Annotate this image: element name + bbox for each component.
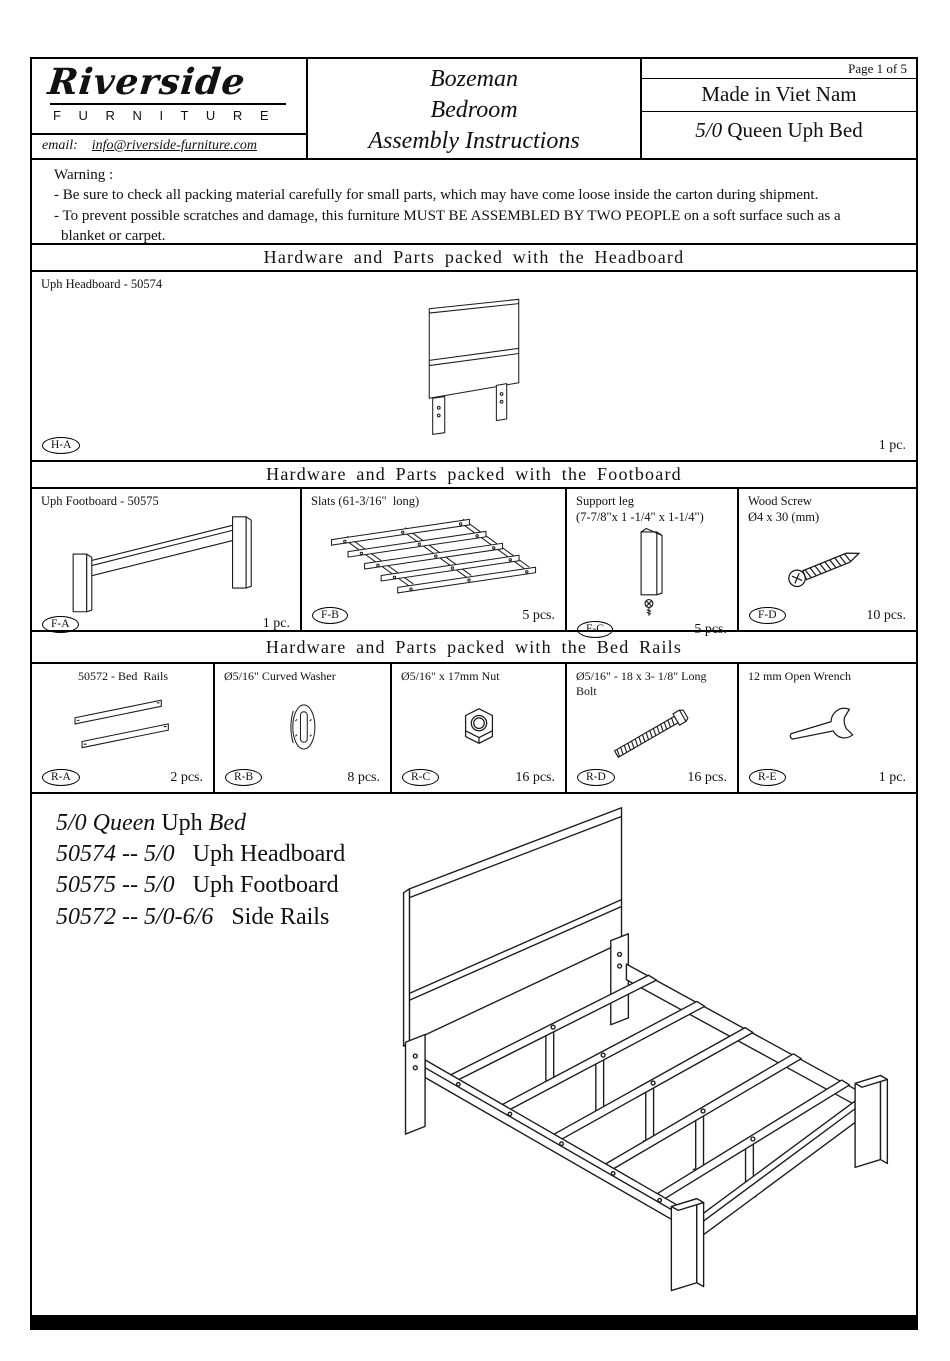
- summary-line: 50572 -- 5/0-6/6 Side Rails: [56, 903, 330, 930]
- part-label: Ø5/16" - 18 x 3- 1/8" Long Bolt: [576, 669, 710, 698]
- title-line-1: Bozeman: [430, 66, 518, 92]
- warning-line-1: - Be sure to check all packing material carefully for small parts, which may have come loose inside the carton during shipment.: [54, 187, 819, 204]
- assembled-bed-drawing: [374, 796, 914, 1314]
- brand-logo-script: Riverside: [45, 61, 248, 103]
- summary-section: [32, 794, 916, 1315]
- part-qty: 1 pc.: [878, 437, 906, 453]
- warning-title: Warning :: [54, 167, 114, 183]
- document-title: [308, 59, 642, 158]
- part-label: Wood Screw Ø4 x 30 (mm): [748, 494, 820, 524]
- part-badge: F-C: [577, 621, 613, 638]
- part-badge: F-B: [312, 607, 348, 624]
- title-line-3: Assembly Instructions: [368, 128, 580, 155]
- page-footer-bar: [32, 1315, 916, 1328]
- part-label: Ø5/16" x 17mm Nut: [401, 669, 500, 683]
- part-qty: 1 pc.: [262, 616, 290, 632]
- part-badge: R-D: [577, 769, 615, 786]
- section-title-footboard: Hardware and Parts packed with the Footboard: [32, 462, 916, 489]
- brand-logo-rule: [50, 103, 286, 105]
- footboard-drawing: [66, 510, 266, 616]
- part-label: Support leg (7-7/8"x 1 -1/4" x 1-1/4"): [576, 494, 704, 524]
- part-cell-footboard: [32, 489, 302, 630]
- footboard-parts-row: [32, 489, 916, 637]
- wood-screw-drawing: [782, 537, 874, 595]
- part-label: 50572 - Bed Rails: [78, 669, 168, 683]
- brand-block: [32, 59, 308, 158]
- part-badge: R-A: [42, 769, 80, 786]
- document-header: [32, 59, 916, 160]
- headboard-drawing: [422, 295, 526, 437]
- part-badge: F-A: [42, 616, 79, 633]
- part-label: Ø5/16" Curved Washer: [224, 669, 336, 683]
- product-summary: [56, 808, 345, 933]
- warning-section: [32, 160, 916, 245]
- bedrails-parts-row: [32, 664, 916, 794]
- section-title-bedrails: Hardware and Parts packed with the Bed Rails: [32, 632, 916, 664]
- part-qty: 5 pcs.: [522, 607, 555, 623]
- product-rest: Queen Uph Bed: [722, 118, 863, 142]
- made-in-label: Made in Viet Nam: [642, 79, 916, 112]
- product-name: [642, 112, 916, 149]
- part-qty: 16 pcs.: [687, 769, 727, 785]
- brand-logo-letters: F U R N I T U R E: [53, 107, 276, 123]
- summary-line: 50575 -- 5/0 Uph Footboard: [56, 872, 339, 899]
- page-number: Page 1 of 5: [642, 59, 916, 79]
- part-footer: [32, 437, 916, 460]
- part-badge: R-B: [225, 769, 262, 786]
- warning-line-3: blanket or carpet.: [61, 228, 166, 245]
- part-cell-bed-rails: [32, 664, 215, 792]
- instruction-page: [30, 57, 918, 1330]
- part-badge: F-D: [749, 607, 786, 624]
- part-cell-wrench: [739, 664, 916, 792]
- summary-line: 5/0 Queen Uph Bed: [56, 810, 246, 836]
- header-info: [642, 59, 916, 158]
- title-line-2: Bedroom: [430, 97, 518, 124]
- part-label: Slats (61-3/16" long): [311, 494, 420, 508]
- nut-drawing: [456, 704, 502, 750]
- part-qty: 8 pcs.: [347, 769, 380, 785]
- part-cell-nut: [392, 664, 567, 792]
- warning-line-2: - To prevent possible scratches and damage, this furniture MUST BE ASSEMBLED BY TWO PEOPLE on a soft surface such as a: [54, 207, 841, 224]
- bed-rails-drawing: [67, 694, 179, 760]
- section-title-headboard: Hardware and Parts packed with the Headboard: [32, 245, 916, 272]
- part-cell-support-leg: [567, 489, 739, 637]
- long-bolt-drawing: [604, 699, 700, 769]
- part-qty: 1 pc.: [878, 769, 906, 785]
- part-qty: 10 pcs.: [866, 607, 906, 623]
- part-cell-slats: [302, 489, 567, 630]
- product-code: 5/0: [695, 118, 723, 142]
- brand-email-row: [32, 133, 306, 158]
- support-leg-drawing: [632, 525, 672, 621]
- part-label: 12 mm Open Wrench: [748, 669, 851, 683]
- part-qty: 2 pcs.: [170, 769, 203, 785]
- part-cell-long-bolt: [567, 664, 739, 792]
- part-badge: R-C: [402, 769, 439, 786]
- part-cell-curved-washer: [215, 664, 392, 792]
- headboard-parts-panel: [32, 272, 916, 462]
- part-badge: R-E: [749, 769, 786, 786]
- wrench-drawing: [782, 701, 874, 753]
- part-label: Uph Headboard - 50574: [41, 277, 163, 291]
- email-address: info@riverside-furniture.com: [91, 138, 257, 153]
- summary-line: 50574 -- 5/0 Uph Headboard: [56, 841, 346, 868]
- curved-washer-drawing: [286, 699, 320, 755]
- part-label: Uph Footboard - 50575: [41, 494, 159, 508]
- part-badge: H-A: [42, 437, 80, 454]
- part-cell-wood-screw: [739, 489, 916, 630]
- slats-drawing: [326, 512, 542, 604]
- part-qty: 16 pcs.: [515, 769, 555, 785]
- part-qty: 5 pcs.: [694, 621, 727, 637]
- brand-logo: [32, 59, 306, 133]
- email-label: email:: [42, 138, 78, 153]
